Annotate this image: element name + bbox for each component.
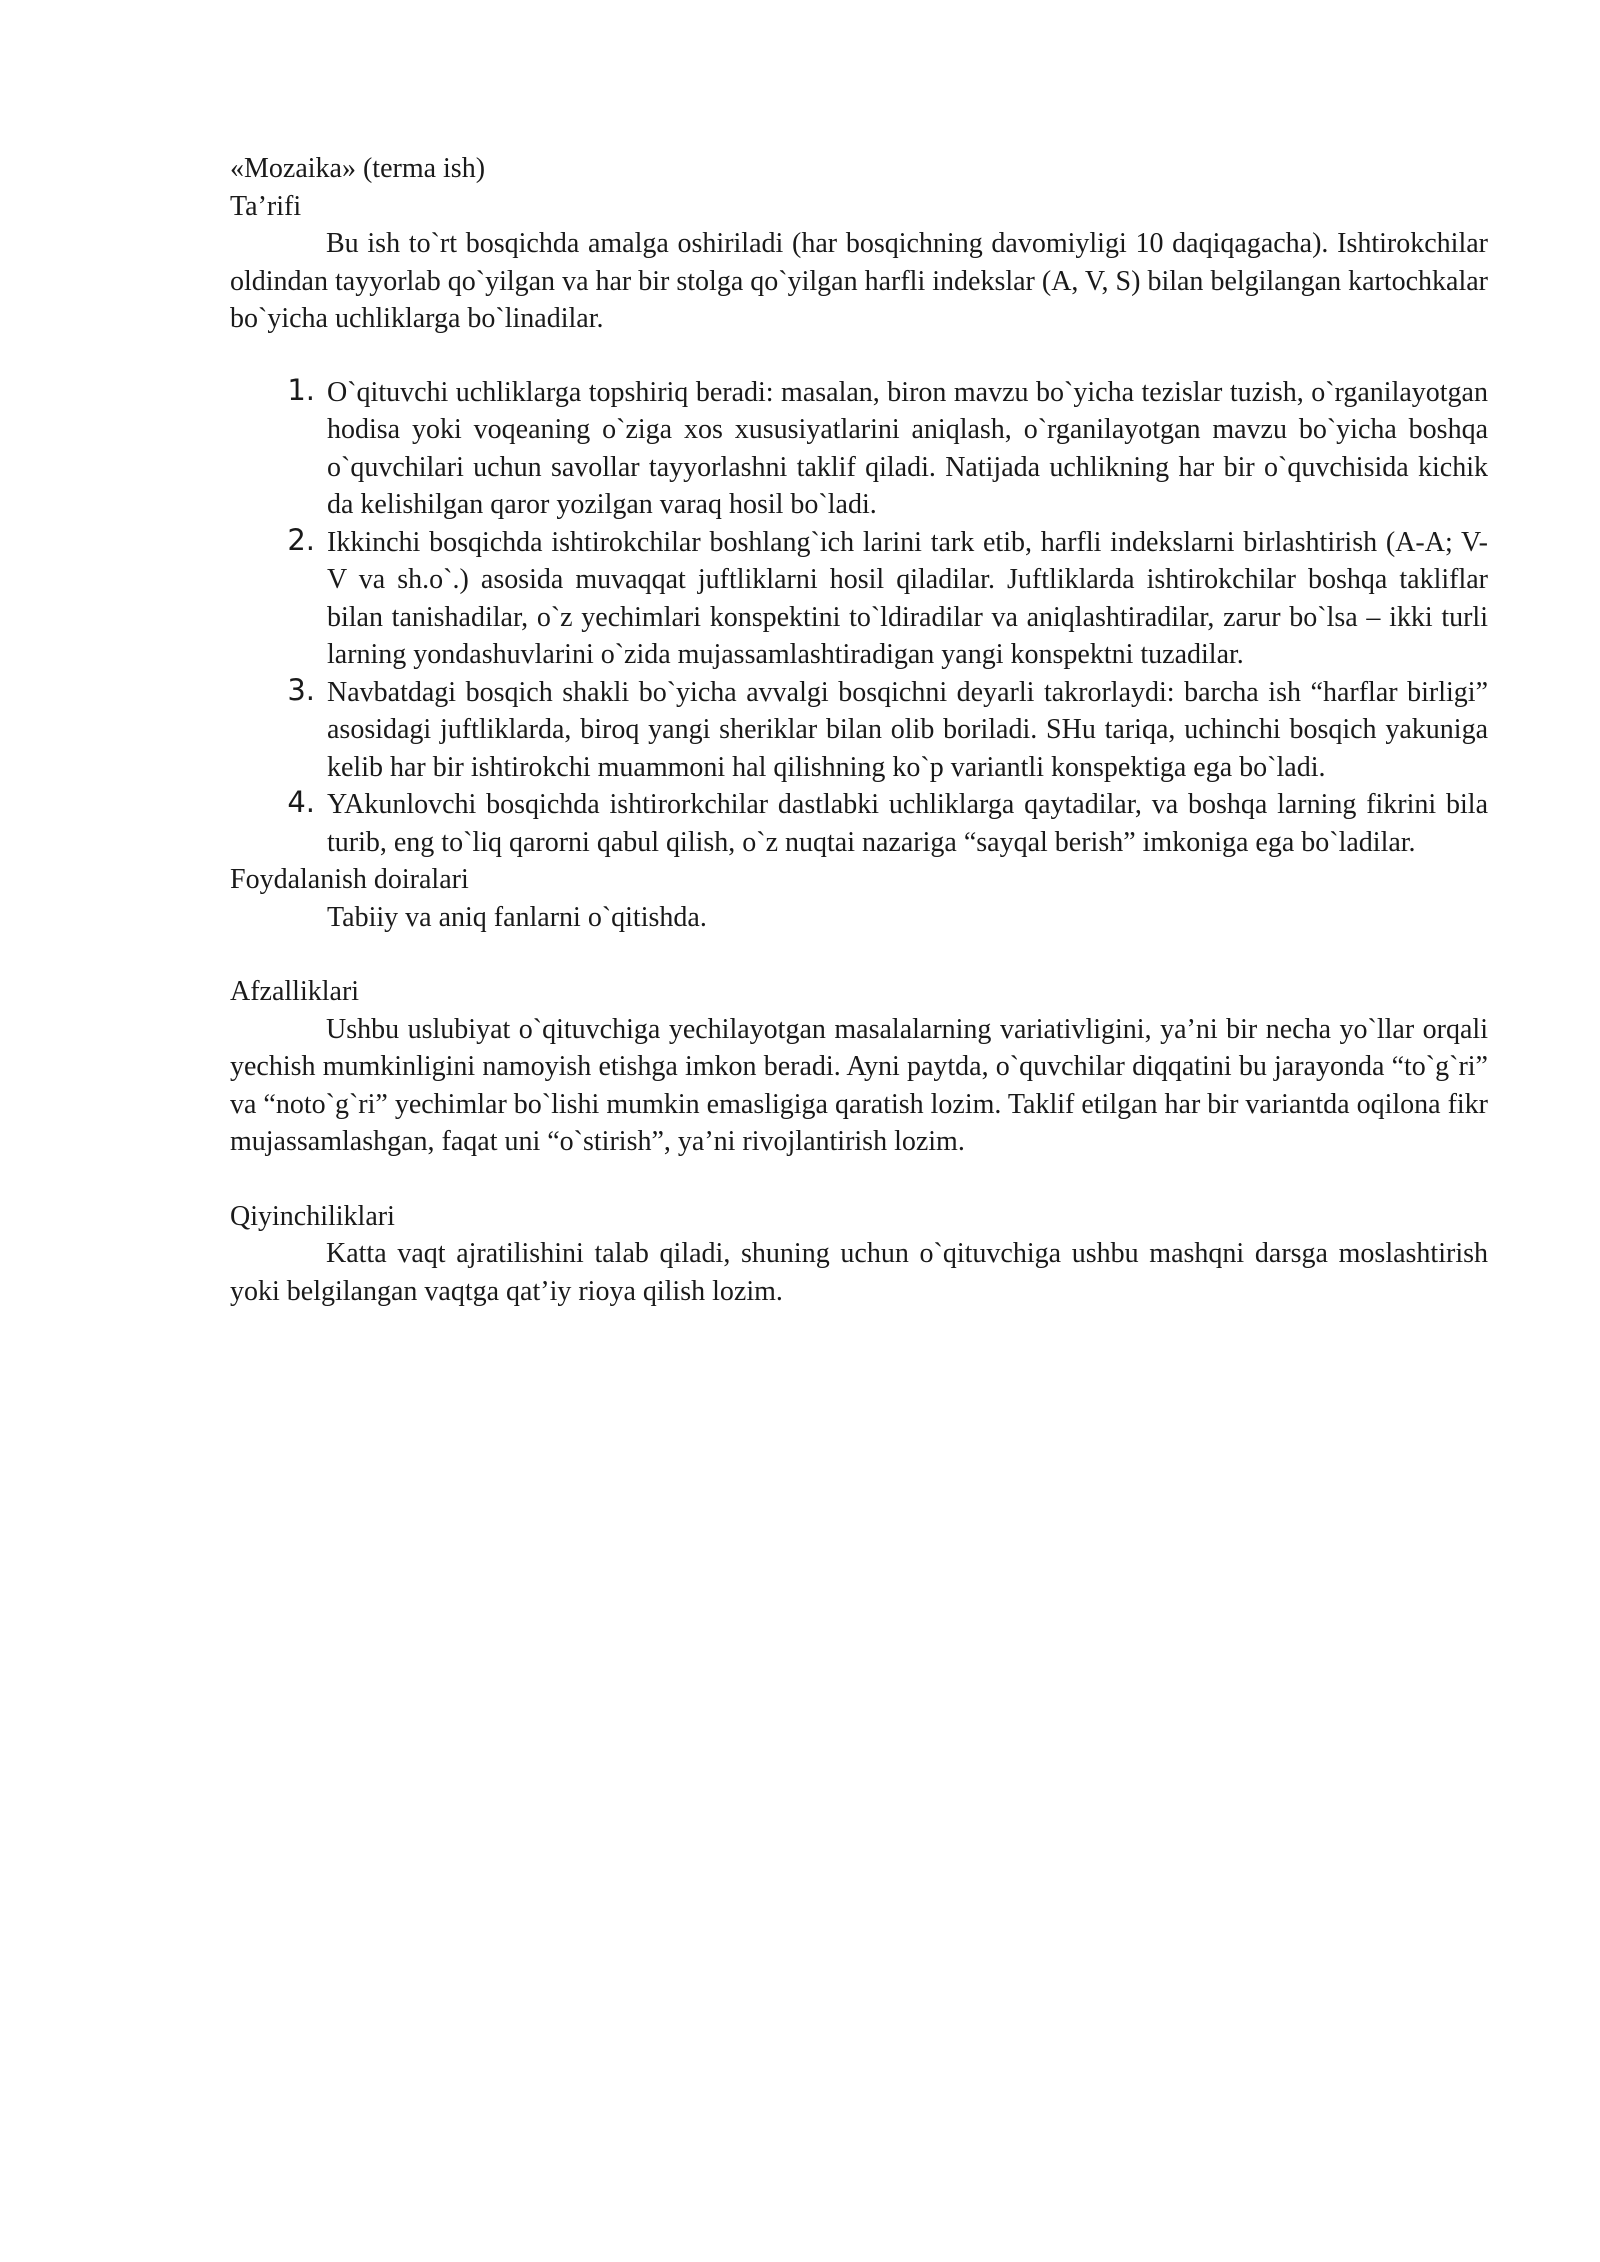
step-number: 1 . (275, 372, 315, 410)
step-number: 4 . (275, 784, 315, 822)
step-text: Ikkinchi bosqichda ishtirokchilar boshlang`ich larini tark etib, harfli indekslarni birlashtirish (A-A; V-V va sh.o`.) asosida muvaqqat juftliklarni hosil qiladilar. Juftliklarda ishtirokchilar boshqa takliflar bilan tanishadilar, o`z yechimlari konspektini to`ldiradilar va aniqlashtiradilar, zarur bo`lsa – ikki turli larning yondashuvlarini o`zida mujassamlashtiradigan yangi konspektni tuzadilar. (327, 526, 1488, 670)
definition-text: Bu ish to`rt bosqichda amalga oshiriladi (har bosqichning davomiyligi 10 daqiqagacha). Ishtirokchilar oldindan tayyorlab qo`yilgan va har bir stolga qo`yilgan harfli indekslar (A, V, S) bilan belgilangan kartochkalar bo`yicha uchliklarga bo`linadilar. (230, 228, 1488, 334)
step-text: O`qituvchi uchliklarga topshiriq beradi: masalan, biron mavzu bo`yicha tezislar tuzish, o`rganilayotgan hodisa yoki voqeaning o`ziga xos xususiyatlarini aniqlash, o`rganilayotgan mavzu bo`yicha boshqa o`quvchilari uchun savollar tayyorlashni taklif qiladi. Natijada uchlikning har bir o`quvchisida kichik da kelishilgan qaror yozilgan varaq hosil bo`ladi. (327, 376, 1488, 520)
steps-list (230, 374, 1488, 862)
difficulties-text: Katta vaqt ajratilishini talab qiladi, shuning uchun o`qituvchiga ushbu mashqni darsga moslashtirish yoki belgilangan vaqtga qat’iy rioya qilish lozim. (230, 1238, 1488, 1307)
step-item (230, 674, 1488, 787)
step-text: Navbatdagi bosqich shakli bo`yicha avvalgi bosqichni deyarli takrorlaydi: barcha ish “harflar birligi” asosidagi juftliklarda, biroq yangi sheriklar bilan olib boriladi. SHu tariqa, uchinchi bosqich yakuniga kelib har bir ishtirokchi muammoni hal qilishning ko`p variantli konspektiga ega bo`ladi. (327, 676, 1488, 783)
document-title: «Mozaika» (terma ish) (230, 153, 486, 184)
usage-heading: Foydalanish doiralari (230, 864, 469, 895)
usage-section (230, 861, 1488, 936)
step-item (230, 786, 1488, 861)
definition-heading: Ta’rifi (230, 190, 302, 222)
advantages-heading: Afzalliklari (230, 976, 360, 1007)
advantages-text: Ushbu uslubiyat o`qituvchiga yechilayotgan masalalarning variativligini, ya’ni bir necha yo`llar orqali yechish mumkinligini namoyish etishga imkon beradi. Ayni paytda, o`quvchilar diqqatini bu jarayonda “to`g`ri” va “noto`g`ri” yechimlar bo`lishi mumkin emasligiga qaratish lozim. Taklif etilgan har bir variantda oqilona fikr mujassamlashgan, faqat uni “o`stirish”, ya’ni rivojlantirish lozim. (230, 1013, 1488, 1157)
step-number: 2 . (275, 522, 315, 560)
definition-section (230, 188, 1488, 338)
step-item (230, 374, 1488, 524)
step-text: YAkunlovchi bosqichda ishtirorkchilar dastlabki uchliklarga qaytadilar, va boshqa larning fikrini bila turib, eng to`liq qarorni qabul qilish, o`z nuqtai nazariga “sayqal berish” imkoniga ega bo`ladilar. (327, 789, 1488, 858)
step-number: 3 . (275, 672, 315, 710)
difficulties-heading: Qiyinchiliklari (230, 1200, 395, 1232)
advantages-section (230, 973, 1488, 1161)
step-item (230, 524, 1488, 674)
document-page (230, 150, 1488, 1310)
difficulties-section (230, 1198, 1488, 1311)
usage-text: Tabiiy va aniq fanlarni o`qitishda. (327, 901, 707, 933)
